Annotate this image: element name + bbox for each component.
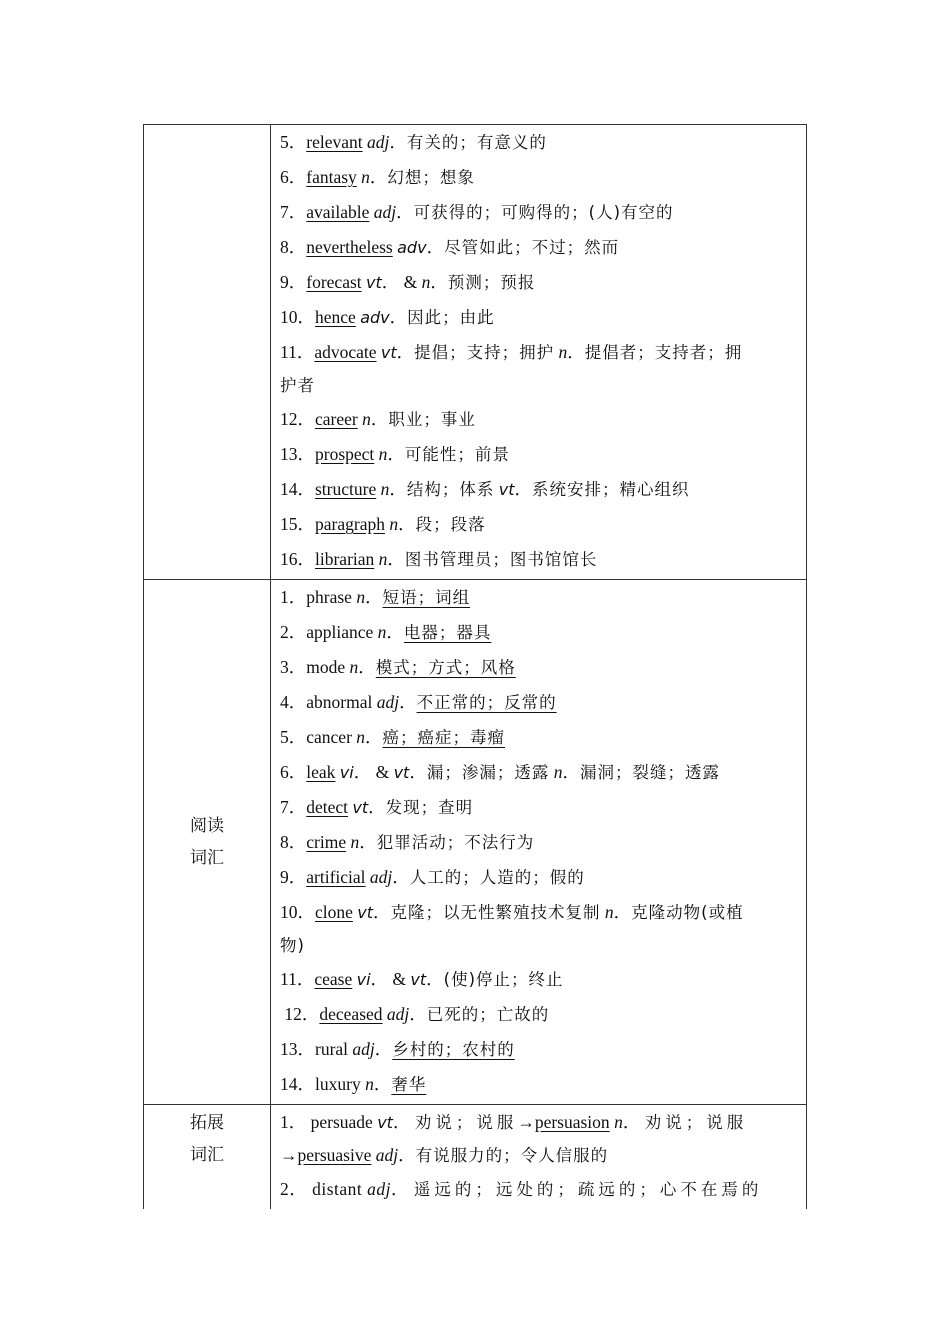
vocab-word: crime	[306, 832, 347, 852]
vocab-word: artificial	[306, 867, 366, 887]
vocab-item: 13．prospect n．可能性；前景	[280, 444, 510, 464]
vocab-item: 4．abnormal adj．不正常的；反常的	[280, 692, 557, 712]
vocab-word: distant	[312, 1179, 363, 1199]
vocab-word: cease	[314, 969, 353, 989]
vocab-word: relevant	[306, 132, 363, 152]
vocab-word: deceased	[319, 1004, 383, 1024]
section-label-extended: 拓展 词汇	[144, 1105, 271, 1210]
vocab-word: available	[306, 202, 370, 222]
vocab-item: 10．hence adv．因此；由此	[280, 307, 495, 327]
vocab-word: detect	[306, 797, 349, 817]
derived-word: persuasive	[297, 1145, 372, 1165]
vocab-item: 6．fantasy n．幻想；想象	[280, 167, 475, 187]
vocab-word: appliance	[306, 622, 374, 642]
vocab-item: 8．crime n．犯罪活动；不法行为	[280, 832, 535, 852]
vocab-word: rural	[315, 1039, 349, 1059]
vocab-item: 12．career n．职业；事业	[280, 409, 476, 429]
vocab-word: career	[315, 409, 358, 429]
vocabulary-table	[143, 124, 807, 1209]
vocab-item: 9．forecast vt． & n．预测；预报	[280, 272, 536, 292]
vocab-word: structure	[315, 479, 377, 499]
answer-blank: 短语；词组	[382, 588, 471, 607]
vocab-item: 10．clone vt．克隆；以无性繁殖技术复制 n．克隆动物(或植 物)	[280, 902, 744, 955]
vocab-item: 9．artificial adj．人工的；人造的；假的	[280, 867, 585, 887]
vocab-item: 14．structure n．结构；体系 vt．系统安排；精心组织	[280, 479, 690, 499]
vocab-item: 14．luxury n．奢华	[280, 1074, 427, 1094]
vocab-item: 2．appliance n．电器；器具	[280, 622, 492, 642]
vocab-item: 1．phrase n．短语；词组	[280, 587, 471, 607]
vocab-item: 2． distant adj． 遥远的；远处的；疏远的；心不在焉的	[280, 1179, 763, 1199]
section-row-1	[144, 125, 807, 580]
vocab-item: 12．deceased adj．已死的；亡故的	[284, 1004, 550, 1024]
section-label-reading: 阅读 词汇	[144, 580, 271, 1105]
vocab-item: 11．advocate vt．提倡；支持；拥护 n．提倡者；支持者；拥 护者	[280, 342, 743, 395]
vocab-word: leak	[306, 762, 336, 782]
vocab-word: phrase	[306, 587, 352, 607]
answer-blank: 模式；方式；风格	[375, 658, 516, 677]
vocab-item: 8．nevertheless adv．尽管如此；不过；然而	[280, 237, 620, 257]
vocab-word: mode	[306, 657, 346, 677]
section-content-reading	[271, 580, 807, 1105]
vocab-word: forecast	[306, 272, 362, 292]
vocab-item: 13．rural adj．乡村的；农村的	[280, 1039, 515, 1059]
vocab-word: cancer	[306, 727, 352, 747]
vocab-item: 5．relevant adj．有关的；有意义的	[280, 132, 547, 152]
section-row-reading	[144, 580, 807, 1105]
answer-blank: 不正常的；反常的	[416, 693, 557, 712]
vocab-word: advocate	[314, 342, 377, 362]
answer-blank: 乡村的；农村的	[392, 1040, 515, 1059]
vocab-item: 7．available adj．可获得的；可购得的；(人)有空的	[280, 202, 674, 222]
vocab-item: 3．mode n．模式；方式；风格	[280, 657, 516, 677]
vocab-word: paragraph	[315, 514, 385, 534]
section-content-1	[271, 125, 807, 580]
vocab-word: librarian	[315, 549, 375, 569]
answer-blank: 癌；癌症；毒瘤	[382, 728, 506, 747]
vocab-item: 16．librarian n．图书管理员；图书馆馆长	[280, 549, 598, 569]
vocab-word: persuade	[310, 1112, 373, 1132]
vocab-word: nevertheless	[306, 237, 393, 257]
vocab-word: hence	[315, 307, 356, 327]
vocab-item: 15．paragraph n．段；段落	[280, 514, 486, 534]
vocab-item: 6．leak vi． & vt．漏；渗漏；透露 n．漏洞；裂缝；透露	[280, 762, 720, 782]
answer-blank: 电器；器具	[403, 623, 492, 642]
vocab-item: 11．cease vi． & vt．(使)停止；终止	[280, 969, 564, 989]
vocab-word: prospect	[315, 444, 375, 464]
vocab-word: abnormal	[306, 692, 373, 712]
vocab-word: fantasy	[306, 167, 357, 187]
vocab-item: 5．cancer n．癌；癌症；毒瘤	[280, 727, 506, 747]
section-row-extended	[144, 1105, 807, 1210]
answer-blank: 奢华	[391, 1075, 427, 1094]
derived-word: persuasion	[534, 1112, 610, 1132]
vocab-word: luxury	[315, 1074, 361, 1094]
section-content-extended	[271, 1105, 807, 1210]
vocab-word: clone	[315, 902, 353, 922]
section-label-empty	[144, 125, 271, 580]
vocab-item: 1． persuade vt． 劝说；说服→persuasion n． 劝说；说服 →persuasive adj．有说服力的；令人信服的	[280, 1112, 748, 1165]
vocab-item: 7．detect vt．发现；查明	[280, 797, 474, 817]
